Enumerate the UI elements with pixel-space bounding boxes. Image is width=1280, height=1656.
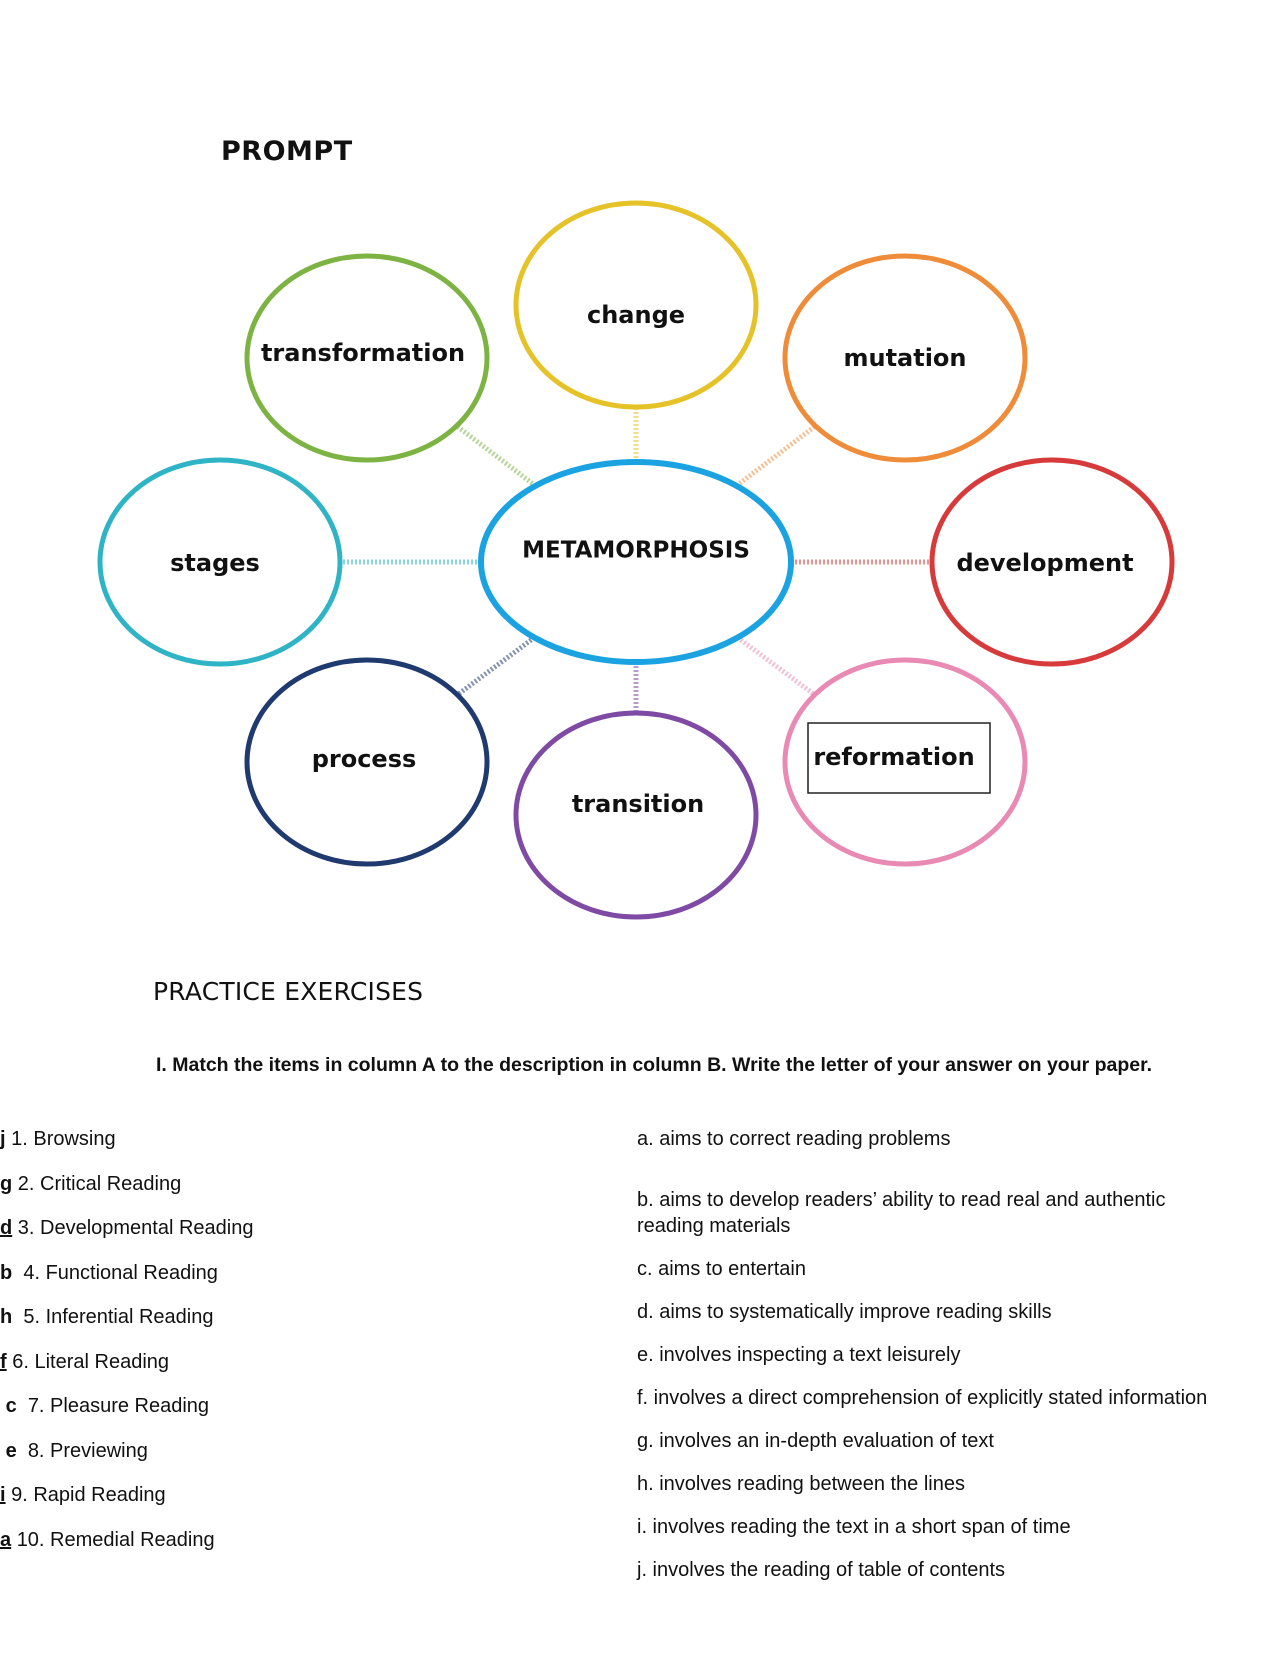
answer-letter: a <box>0 1528 12 1551</box>
item-text: 3. Developmental Reading <box>17 1217 254 1239</box>
column-b-item: e. involves inspecting a text leisurely <box>637 1344 961 1366</box>
column-a-item <box>0 1126 560 1171</box>
node-mutation-label: mutation <box>843 344 967 372</box>
answer-letter: f <box>0 1350 7 1373</box>
item-text: 1. Browsing <box>11 1128 116 1150</box>
prompt-title: PROMPT <box>221 136 353 167</box>
item-text: 5. Inferential Reading <box>23 1306 214 1328</box>
node-stages-label: stages <box>170 549 260 577</box>
column-a-item <box>0 1171 560 1216</box>
column-a-item <box>0 1482 560 1527</box>
answer-letter: b <box>0 1261 13 1284</box>
item-text: 7. Pleasure Reading <box>27 1395 210 1417</box>
column-b-item: h. involves reading between the lines <box>637 1473 965 1495</box>
answer-letter: i <box>0 1484 6 1506</box>
item-text: 10. Remedial Reading <box>16 1528 215 1551</box>
column-b-item: f. involves a direct comprehension of explicitly stated information <box>637 1387 1208 1409</box>
item-text: 2. Critical Reading <box>17 1172 182 1195</box>
practice-exercises-heading: PRACTICE EXERCISES <box>153 977 424 1006</box>
center-node-label: METAMORPHOSIS <box>522 537 750 564</box>
column-b <box>637 1126 1237 1600</box>
connector-line <box>738 638 815 695</box>
column-a-item <box>0 1349 560 1394</box>
node-reformation-label: reformation <box>813 743 975 771</box>
connector-line <box>457 638 534 695</box>
column-b-item: b. aims to develop readers’ ability to read real and authentic reading materials <box>637 1189 1166 1237</box>
column-a-item <box>0 1393 560 1438</box>
connector-line <box>736 426 815 486</box>
answer-letter: d <box>0 1217 13 1239</box>
node-change-label: change <box>586 301 686 329</box>
node-development-label: development <box>956 549 1134 577</box>
column-b-item: c. aims to entertain <box>637 1258 806 1280</box>
connector-line <box>457 426 536 486</box>
column-b-item: j. involves the reading of table of contents <box>637 1559 1006 1581</box>
column-a-item <box>0 1438 560 1483</box>
column-a-item <box>0 1304 560 1349</box>
item-text: 8. Previewing <box>27 1439 148 1462</box>
column-b-item: a. aims to correct reading problems <box>637 1128 951 1150</box>
column-a <box>0 1126 560 1571</box>
answer-letter: e <box>5 1439 17 1462</box>
answer-letter: h <box>0 1306 13 1328</box>
column-b-item: g. involves an in-depth evaluation of text <box>637 1430 994 1452</box>
item-text: 6. Literal Reading <box>12 1350 170 1373</box>
item-text: 9. Rapid Reading <box>11 1484 166 1506</box>
node-transition-label: transition <box>571 790 705 818</box>
column-a-item <box>0 1260 560 1305</box>
instructions-text: I. Match the items in column A to the description in column B. Write the letter of your answer on your paper. <box>156 1054 1153 1076</box>
node-transformation-label: transformation <box>260 339 466 367</box>
column-a-item <box>0 1527 560 1572</box>
item-text: 4. Functional Reading <box>23 1261 218 1284</box>
answer-letter: g <box>0 1172 13 1195</box>
node-process-label: process <box>311 745 417 773</box>
column-a-item <box>0 1215 560 1260</box>
column-b-item: i. involves reading the text in a short span of time <box>637 1516 1071 1538</box>
column-b-item: d. aims to systematically improve reading skills <box>637 1301 1052 1323</box>
answer-letter: j <box>0 1128 6 1150</box>
answer-letter: c <box>5 1395 17 1417</box>
